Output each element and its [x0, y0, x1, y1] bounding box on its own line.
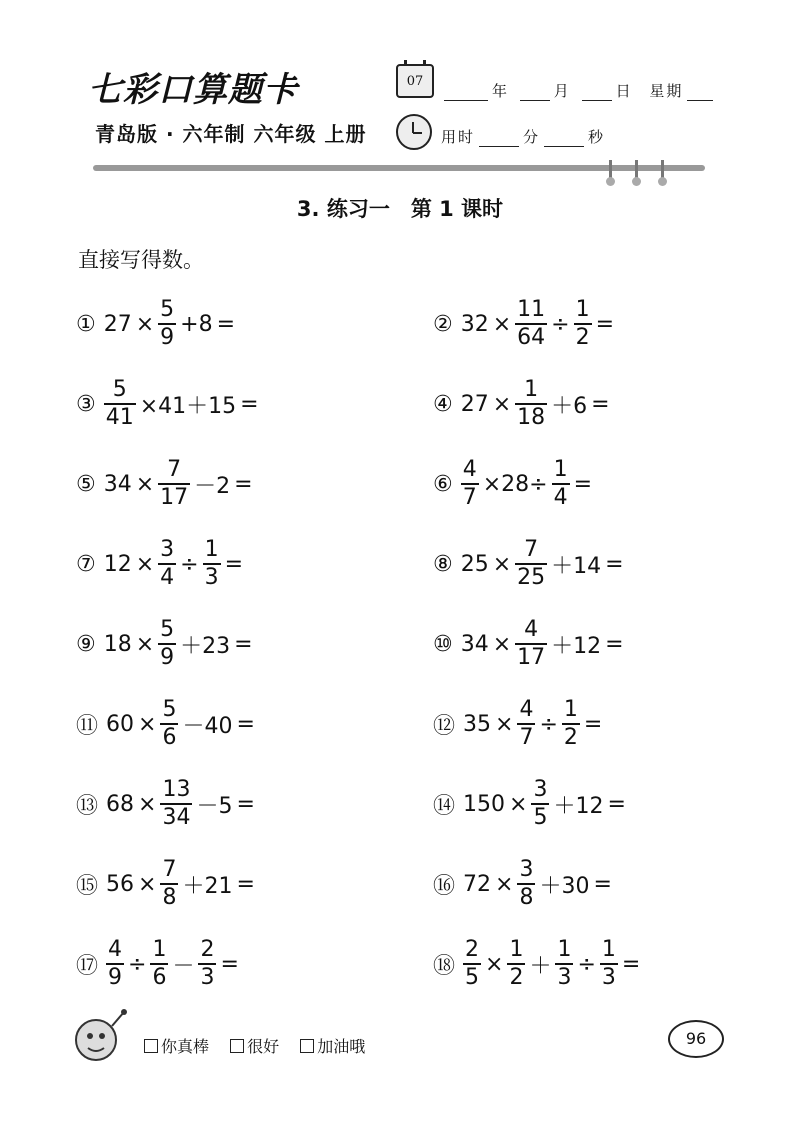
mascot-icon	[68, 1006, 130, 1068]
fraction	[203, 539, 221, 589]
checkbox[interactable]	[144, 1039, 158, 1053]
expression-text: ×28÷	[482, 471, 548, 497]
denominator: 41	[105, 405, 134, 430]
problem-item	[76, 858, 257, 910]
calendar-icon	[396, 64, 434, 98]
day-blank[interactable]	[582, 84, 612, 101]
numerator: 2	[465, 937, 480, 962]
rating-try-harder[interactable]	[300, 1037, 365, 1056]
checkbox[interactable]	[300, 1039, 314, 1053]
numerator: 1	[204, 537, 219, 562]
numerator: 2	[200, 937, 215, 962]
fraction	[515, 619, 547, 669]
expression-text: 72	[463, 871, 492, 897]
denominator: 8	[519, 885, 534, 910]
header-divider	[93, 165, 705, 171]
expression-text: =	[236, 711, 255, 737]
divider-pin	[661, 160, 664, 182]
fraction	[461, 459, 479, 509]
expression-text: =	[593, 871, 612, 897]
expression-text: －	[172, 953, 195, 979]
problem-number: ⑩	[433, 631, 453, 657]
expression-text: －5	[196, 793, 233, 819]
numerator: 1	[557, 937, 572, 962]
fraction	[198, 939, 216, 989]
problem-item	[433, 778, 628, 830]
numerator: 1	[152, 937, 167, 962]
denominator: 7	[519, 725, 534, 750]
numerator: 4	[524, 617, 539, 642]
problem-item	[76, 778, 257, 830]
fraction	[555, 939, 573, 989]
expression-text: ＋12	[553, 793, 604, 819]
problem-item	[433, 698, 604, 750]
expression-text: ＋30	[539, 873, 590, 899]
weekday-label: 星期	[649, 82, 684, 100]
expression-text: ＋	[529, 953, 552, 979]
numerator: 3	[533, 777, 548, 802]
expression-text: +8	[180, 311, 213, 337]
denominator: 18	[517, 405, 546, 430]
problem-number: ⑧	[433, 551, 453, 577]
denominator: 3	[204, 565, 219, 590]
time-prefix: 用时	[441, 128, 476, 146]
numerator: 5	[160, 297, 175, 322]
expression-text: ×	[135, 471, 155, 497]
denominator: 17	[517, 645, 546, 670]
problem-item	[433, 618, 626, 670]
denominator: 2	[509, 965, 524, 990]
numerator: 4	[108, 937, 123, 962]
rating-good[interactable]	[230, 1037, 279, 1056]
problem-item	[76, 938, 241, 990]
denominator: 25	[517, 565, 546, 590]
expression-text: 27	[103, 311, 132, 337]
problem-number: ⑥	[433, 471, 453, 497]
page-number: 96	[668, 1020, 724, 1058]
divider-pin	[635, 160, 638, 182]
expression-text: 25	[460, 551, 489, 577]
numerator: 3	[519, 857, 534, 882]
expression-text: =	[591, 391, 610, 417]
expression-text: ×	[492, 551, 512, 577]
numerator: 3	[160, 537, 175, 562]
expression-text: 34	[103, 471, 132, 497]
lesson-title: 3. 练习一 第 1 课时	[296, 197, 504, 221]
numerator: 1	[524, 377, 539, 402]
numerator: 5	[112, 377, 127, 402]
expression-text: －40	[182, 713, 233, 739]
expression-text: ×	[138, 791, 157, 817]
expression-text: ＋14	[551, 553, 602, 579]
expression-text: ×	[495, 711, 514, 737]
expression-text: ×	[509, 791, 528, 817]
expression-text: ×	[135, 631, 155, 657]
rating-label: 加油哦	[317, 1037, 366, 1056]
rating-checkboxes	[144, 1034, 365, 1057]
seconds-label: 秒	[588, 128, 606, 146]
expression-text: 60	[106, 711, 135, 737]
expression-text: ×	[138, 871, 157, 897]
denominator: 3	[557, 965, 572, 990]
fraction	[463, 939, 481, 989]
expression-text: ÷	[551, 311, 570, 337]
checkbox[interactable]	[230, 1039, 244, 1053]
year-label: 年	[492, 82, 510, 100]
denominator: 4	[160, 565, 175, 590]
expression-text: =	[236, 871, 255, 897]
expression-text: =	[220, 951, 239, 977]
denominator: 4	[553, 485, 568, 510]
numerator: 7	[524, 537, 539, 562]
expression-text: ÷	[577, 951, 596, 977]
denominator: 6	[162, 725, 177, 750]
expression-text: 35	[463, 711, 492, 737]
numerator: 1	[509, 937, 524, 962]
problem-item	[76, 618, 255, 670]
fraction	[517, 859, 535, 909]
fraction	[150, 939, 168, 989]
denominator: 2	[575, 325, 590, 350]
numerator: 5	[162, 697, 177, 722]
date-fields	[440, 80, 717, 101]
fraction	[507, 939, 525, 989]
expression-text: =	[607, 791, 626, 817]
problem-item	[433, 938, 642, 990]
edition-label: 青岛版 · 六年制 六年级 上册	[95, 122, 367, 146]
rating-excellent[interactable]	[144, 1037, 209, 1056]
problem-number: ③	[76, 391, 96, 417]
numerator: 4	[519, 697, 534, 722]
expression-text: =	[240, 391, 259, 417]
expression-text: ÷	[180, 551, 199, 577]
rating-label: 很好	[247, 1037, 280, 1056]
fraction	[104, 379, 136, 429]
numerator: 7	[167, 457, 182, 482]
problem-number: ⑪	[76, 713, 99, 739]
fraction	[160, 779, 192, 829]
expression-text: ÷	[128, 951, 147, 977]
problem-item	[76, 458, 255, 510]
denominator: 6	[152, 965, 167, 990]
fraction	[515, 299, 547, 349]
expression-text: ×	[485, 951, 504, 977]
denominator: 5	[533, 805, 548, 830]
fraction	[600, 939, 618, 989]
problem-number: ⑮	[76, 873, 99, 899]
fraction	[562, 699, 580, 749]
month-blank[interactable]	[520, 84, 550, 101]
problem-number: ⑫	[433, 713, 456, 739]
expression-text: ×	[492, 631, 512, 657]
expression-text: 68	[106, 791, 135, 817]
expression-text: ÷	[539, 711, 558, 737]
denominator: 9	[160, 645, 175, 670]
problem-item	[76, 698, 257, 750]
problem-number: ②	[433, 311, 453, 337]
expression-text: ＋21	[182, 873, 233, 899]
expression-text: =	[216, 311, 236, 337]
problem-item	[433, 378, 612, 430]
fraction	[552, 459, 570, 509]
expression-text: =	[236, 791, 255, 817]
numerator: 7	[162, 857, 177, 882]
numerator: 13	[162, 777, 191, 802]
problem-number: ⑤	[76, 471, 96, 497]
expression-text: 18	[103, 631, 132, 657]
expression-text: =	[583, 711, 603, 737]
denominator: 8	[162, 885, 177, 910]
fraction	[515, 379, 547, 429]
expression-text: ×	[135, 311, 155, 337]
expression-text: =	[573, 471, 593, 497]
expression-text: =	[234, 471, 253, 497]
denominator: 17	[160, 485, 189, 510]
problem-item	[76, 298, 237, 350]
numerator: 1	[601, 937, 616, 962]
expression-text: －2	[194, 473, 231, 499]
expression-text: =	[234, 631, 253, 657]
fraction	[531, 779, 549, 829]
expression-text: =	[621, 951, 641, 977]
denominator: 3	[601, 965, 616, 990]
expression-text: ×	[138, 711, 157, 737]
problem-number: ①	[76, 311, 96, 337]
expression-text: =	[605, 551, 624, 577]
numerator: 1	[575, 297, 590, 322]
month-label: 月	[553, 82, 571, 100]
expression-text: ×	[492, 391, 512, 417]
numerator: 1	[553, 457, 568, 482]
denominator: 3	[200, 965, 215, 990]
expression-text: 27	[460, 391, 489, 417]
rating-label: 你真棒	[161, 1037, 210, 1056]
expression-text: ×	[495, 871, 514, 897]
problem-item	[76, 378, 261, 430]
minutes-label: 分	[523, 128, 541, 146]
expression-text: ×41＋15	[139, 393, 237, 419]
fraction	[158, 539, 176, 589]
numerator: 5	[160, 617, 175, 642]
fraction	[106, 939, 124, 989]
expression-text: =	[224, 551, 244, 577]
expression-text: =	[605, 631, 624, 657]
fraction	[158, 459, 190, 509]
seconds-blank[interactable]	[544, 130, 584, 147]
problem-number: ⑨	[76, 631, 96, 657]
fraction	[160, 699, 178, 749]
denominator: 9	[108, 965, 123, 990]
expression-text: ×	[492, 311, 512, 337]
problem-number: ⑭	[433, 793, 456, 819]
weekday-blank[interactable]	[687, 84, 713, 101]
denominator: 34	[162, 805, 191, 830]
fraction	[515, 539, 547, 589]
expression-text: ×	[135, 551, 155, 577]
expression-text: =	[595, 311, 615, 337]
denominator: 7	[462, 485, 477, 510]
problem-number: ⑬	[76, 793, 99, 819]
problem-item	[433, 298, 616, 350]
expression-text: 32	[460, 311, 489, 337]
minutes-blank[interactable]	[479, 130, 519, 147]
numerator: 11	[517, 297, 546, 322]
problem-item	[76, 538, 245, 590]
problem-item	[433, 858, 614, 910]
problem-number: ⑰	[76, 953, 99, 979]
problem-number: ⑦	[76, 551, 96, 577]
denominator: 9	[160, 325, 175, 350]
expression-text: ＋23	[180, 633, 231, 659]
expression-text: ＋12	[551, 633, 602, 659]
brand-title: 七彩口算题卡	[88, 70, 298, 110]
clock-icon	[396, 114, 432, 150]
problem-number: ④	[433, 391, 453, 417]
calendar-day: 07	[406, 74, 424, 89]
expression-text: 34	[460, 631, 489, 657]
problem-number: ⑯	[433, 873, 456, 899]
problem-number: ⑱	[433, 953, 456, 979]
denominator: 2	[563, 725, 578, 750]
expression-text: 56	[106, 871, 135, 897]
expression-text: ＋6	[551, 393, 588, 419]
year-blank[interactable]	[444, 84, 488, 101]
expression-text: 12	[103, 551, 132, 577]
fraction	[160, 859, 178, 909]
denominator: 64	[517, 325, 546, 350]
expression-text: 150	[463, 791, 506, 817]
day-label: 日	[615, 82, 633, 100]
fraction	[574, 299, 592, 349]
numerator: 4	[462, 457, 477, 482]
instruction: 直接写得数。	[78, 248, 204, 272]
fraction	[158, 299, 176, 349]
problem-item	[433, 458, 594, 510]
denominator: 5	[465, 965, 480, 990]
numerator: 1	[563, 697, 578, 722]
fraction	[517, 699, 535, 749]
problem-item	[433, 538, 626, 590]
divider-pin	[609, 160, 612, 182]
time-fields	[441, 126, 605, 147]
fraction	[158, 619, 176, 669]
